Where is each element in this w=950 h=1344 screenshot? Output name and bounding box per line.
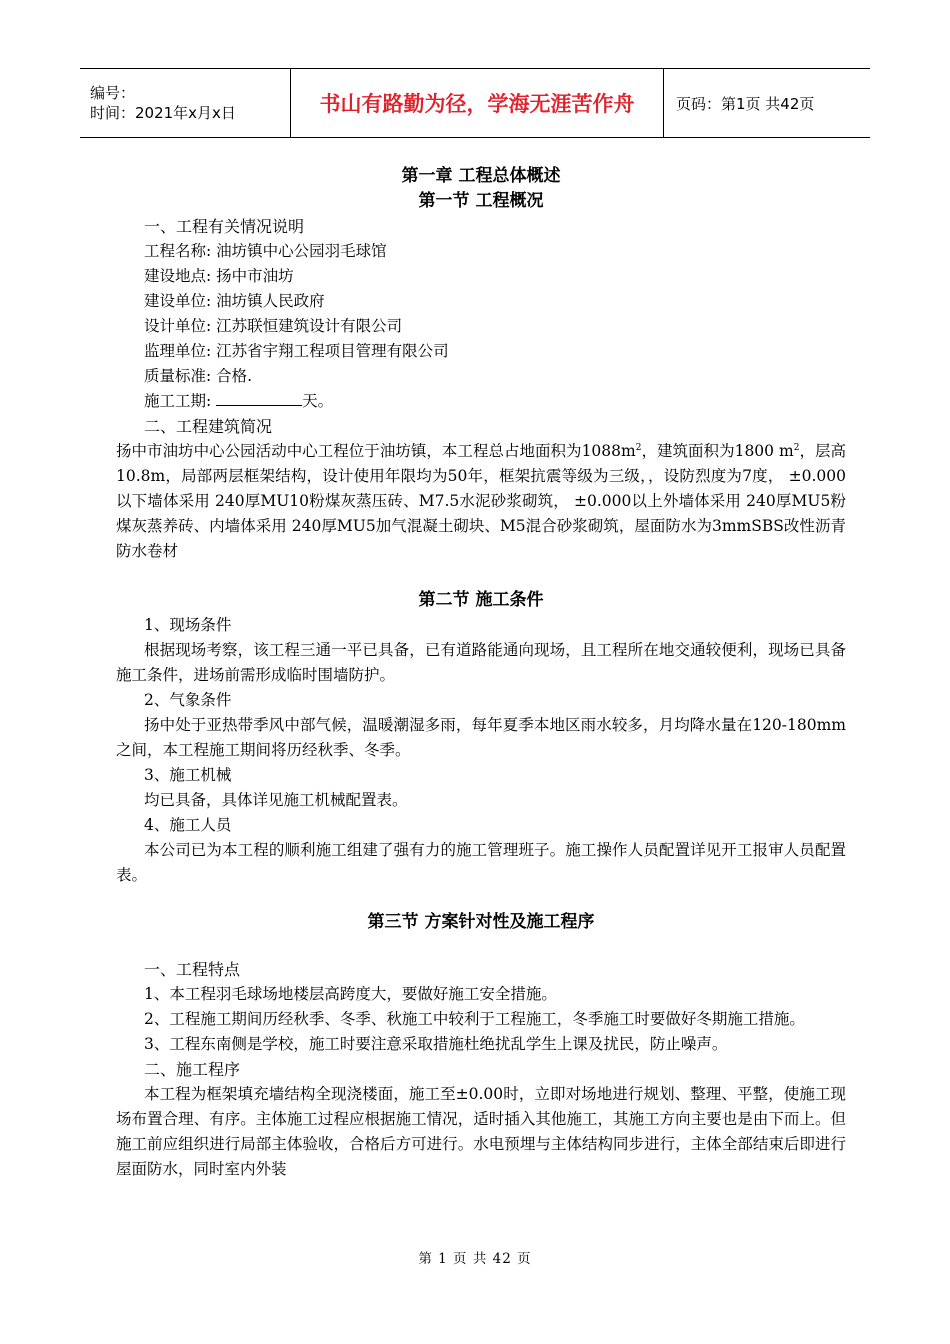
field-location: 建设地点: 扬中市油坊 xyxy=(144,267,294,285)
procedure-text: 本工程为框架填充墙结构全现浇楼面，施工至±0.00时，立即对场地进行规划、整理、平整，使施工现场布置合理、有序。主体施工过程应根据施工情况，适时插入其他施工，其施工方向主要也是由下而上。但施工前应组织进行局部主体验收，合格后方可进行。水电预埋与主体结构同步进行，主体全部结束后即进行屋面防水，同时室内外装 xyxy=(116,1085,846,1178)
building-overview: 扬中市油坊中心公园活动中心工程位于油坊镇，本工程总占地面积为$1088m^2$，建筑面积为1800 $m^2$，层高10.8m，局部两层框架结构，设计使用年限均为50年，框架抗震等级为三级，，设防烈度为7度， ±0.000以下墙体采用 240厚MU10粉煤灰蒸压砖、M7.5水泥砂浆砌筑， ±0.000以上外墙体采用 240厚MU5粉煤灰蒸养砖、内墙体采用 240厚MU5加气混凝土砌块、M5混合砂浆砌筑，屋面防水为3mmSBS改性沥青防水卷材 xyxy=(116,442,846,560)
feature-point-3: 3、工程东南侧是学校，施工时要注意采取措施杜绝扰乱学生上课及扰民，防止噪声。 xyxy=(144,1035,728,1053)
field-quality: 质量标准: 合格. xyxy=(144,367,253,385)
condition-text-3: 均已具备，具体详见施工机械配置表。 xyxy=(144,791,408,809)
section1-sub1-title: 一、工程有关情况说明 xyxy=(144,217,305,236)
section1-sub2-title: 二、工程建筑简况 xyxy=(144,417,273,436)
field-supervisor: 监理单位: 江苏省宇翔工程项目管理有限公司 xyxy=(144,342,449,360)
condition-label-3: 3、施工机械 xyxy=(144,766,232,784)
period-suffix: 天。 xyxy=(302,392,334,410)
condition-label-1: 1、现场条件 xyxy=(144,616,232,634)
condition-label-2: 2、气象条件 xyxy=(144,691,232,709)
field-period xyxy=(116,389,846,414)
chapter-title: 第一章 工程总体概述 xyxy=(401,166,561,186)
condition-text-2: 扬中处于亚热带季风中部气候，温暖潮湿多雨，每年夏季本地区雨水较多，月均降水量在120-180mm之间，本工程施工期间将历经秋季、冬季。 xyxy=(116,716,846,759)
condition-label-4: 4、施工人员 xyxy=(144,816,232,834)
condition-text-4: 本公司已为本工程的顺利施工组建了强有力的施工管理班子。施工操作人员配置详见开工报审人员配置表。 xyxy=(116,841,846,884)
period-blank xyxy=(216,391,302,406)
period-label: 施工工期: xyxy=(144,392,217,410)
condition-text-1: 根据现场考察，该工程三通一平已具备，已有道路能通向现场，且工程所在地交通较便利，现场已具备施工条件，进场前需形成临时围墙防护。 xyxy=(116,641,846,684)
page-footer: 第 1 页 共 42 页 xyxy=(418,1251,532,1267)
section1-title: 第一节 工程概况 xyxy=(418,191,544,211)
time-label: 时间：2021年x月x日 xyxy=(90,104,236,122)
header-page-info: 页码：第1页 共42页 xyxy=(676,94,815,113)
field-owner: 建设单位: 油坊镇人民政府 xyxy=(144,292,325,310)
page-header xyxy=(80,68,870,138)
section2-title: 第二节 施工条件 xyxy=(418,590,544,610)
number-label: 编号： xyxy=(90,84,136,102)
section3-title: 第三节 方案针对性及施工程序 xyxy=(367,912,595,932)
feature-point-1: 1、本工程羽毛球场地楼层高跨度大，要做好施工安全措施。 xyxy=(144,985,557,1003)
field-project-name: 工程名称: 油坊镇中心公园羽毛球馆 xyxy=(144,242,387,260)
section3-sub1-title: 一、工程特点 xyxy=(144,960,241,979)
section3-sub2-title: 二、施工程序 xyxy=(144,1060,241,1079)
feature-point-2: 2、工程施工期间历经秋季、冬季、秋施工中较利于工程施工，冬季施工时要做好冬期施工措施。 xyxy=(144,1010,805,1028)
document-body xyxy=(116,164,846,1182)
field-designer: 设计单位: 江苏联恒建筑设计有限公司 xyxy=(144,317,403,335)
header-meta xyxy=(80,69,291,137)
header-motto: 书山有路勤为径，学海无涯苦作舟 xyxy=(291,69,664,137)
